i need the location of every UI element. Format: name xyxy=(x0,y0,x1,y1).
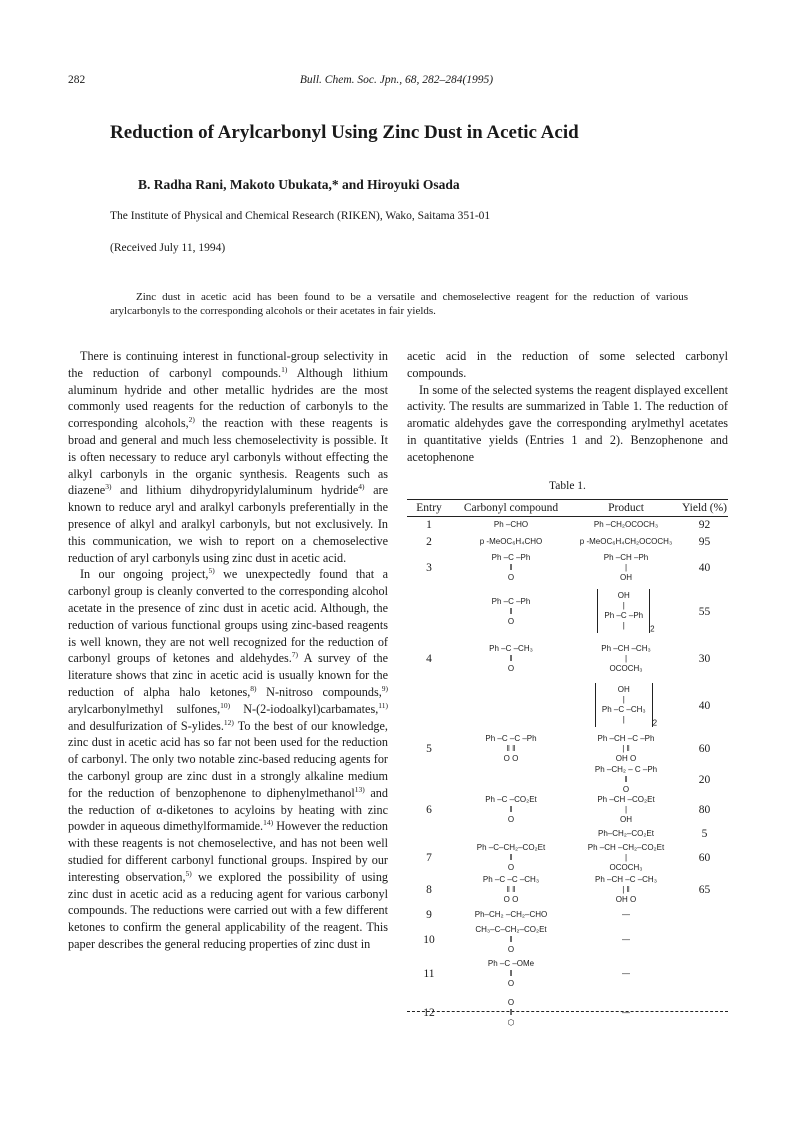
column-header: Carbonyl compound xyxy=(451,500,571,517)
chem-line: ‖ xyxy=(509,804,513,814)
table-row xyxy=(407,957,728,991)
chem-line: | ‖ xyxy=(622,884,630,894)
entry-cell: 1 xyxy=(426,519,432,532)
table-row xyxy=(407,733,728,765)
chem-line: ‖ xyxy=(509,606,513,616)
product-cell xyxy=(571,585,681,639)
chem-line: | xyxy=(624,852,628,862)
yield-cell: 20 xyxy=(698,773,711,786)
product-cell xyxy=(571,957,681,991)
chem-line: | xyxy=(624,804,628,814)
product-cell xyxy=(571,923,681,957)
compound-cell xyxy=(451,843,571,873)
yield-cell: 80 xyxy=(698,803,711,816)
table-row xyxy=(407,679,728,733)
table-bottom-rule xyxy=(407,1011,728,1012)
author-list: B. Radha Rani, Makoto Ubukata,* and Hiroyuki Osada xyxy=(138,177,460,192)
chem-line: ‖ ‖ xyxy=(506,884,516,894)
chem-line: Ph –C–CH₂–CO₂Et xyxy=(476,842,546,852)
compound-cell xyxy=(451,923,571,957)
table-row xyxy=(407,765,728,795)
chem-line: — xyxy=(622,934,630,944)
product-cell xyxy=(571,765,681,795)
table-row xyxy=(407,907,728,923)
entry-cell: 9 xyxy=(426,908,432,921)
chem-line: Ph –C –CH₃ xyxy=(601,704,646,714)
product-cell xyxy=(571,733,681,765)
yield-cell: 65 xyxy=(698,883,711,896)
chem-line: O xyxy=(507,997,515,1007)
chem-line: Ph –CH –CH₃ xyxy=(601,643,651,653)
table-header-row xyxy=(407,500,728,517)
yield-cell: 30 xyxy=(698,652,711,665)
table-row xyxy=(407,639,728,679)
product-cell xyxy=(571,991,681,1035)
compound-cell xyxy=(451,639,571,679)
compound-cell xyxy=(451,534,571,551)
chem-line: ‖ xyxy=(624,774,628,784)
chem-line: Ph–CH₂–CO₂Et xyxy=(597,828,654,838)
chem-line: Ph –C –Ph xyxy=(604,610,644,620)
compound-cell xyxy=(451,551,571,585)
chem-line: Ph –CH –C –CH₃ xyxy=(595,874,657,884)
chem-line: O xyxy=(507,978,515,988)
received-date: (Received July 11, 1994) xyxy=(110,242,226,254)
table-row xyxy=(407,991,728,1035)
yield-cell xyxy=(681,991,728,1035)
chem-line: O xyxy=(507,944,515,954)
entry-cell: 12 xyxy=(423,1006,435,1019)
column-header: Yield (%) xyxy=(681,500,728,517)
compound-cell xyxy=(451,585,571,639)
bracket-group xyxy=(597,589,650,633)
chem-line: O xyxy=(507,572,515,582)
paragraph: In some of the selected systems the reagent displayed excellent activity. The results are summarized in Table 1. The reduction of aromatic aldehydes gave the corresponding arylmethyl acetates in quantitative yields (Entries 1 and 2). Benzophenone and acetophenone xyxy=(407,382,728,464)
chem-line: Ph –C –CO₂Et xyxy=(485,794,537,804)
chem-line: CH₃–C–CH₂–CO₂Et xyxy=(475,924,547,934)
chem-line: Ph –C –C –Ph xyxy=(485,733,537,743)
yield-cell: 40 xyxy=(698,561,711,574)
body-column-left xyxy=(68,348,388,953)
table-row xyxy=(407,585,728,639)
chem-line: ‖ xyxy=(509,562,513,572)
chem-line: O xyxy=(507,862,515,872)
product-cell xyxy=(571,517,681,534)
chem-line: O O xyxy=(503,894,519,904)
entry-cell: 4 xyxy=(426,652,432,665)
table-row xyxy=(407,873,728,907)
paragraph: acetic acid in the reduction of some selected carbonyl compounds. xyxy=(407,349,728,380)
yield-cell: 5 xyxy=(701,827,708,840)
chem-line: Ph –C –OMe xyxy=(487,958,535,968)
chem-line: ‖ xyxy=(509,1007,513,1017)
chem-line: OH xyxy=(617,684,630,694)
chem-line: | xyxy=(624,653,628,663)
yield-cell xyxy=(681,957,728,991)
compound-cell xyxy=(451,957,571,991)
product-cell xyxy=(571,907,681,923)
chem-line: O O xyxy=(503,753,519,763)
chem-line: | xyxy=(624,562,628,572)
product-cell xyxy=(571,679,681,733)
chem-line: ‖ ‖ xyxy=(506,743,516,753)
chem-line: | xyxy=(622,694,625,704)
chem-line: ‖ xyxy=(509,968,513,978)
product-cell xyxy=(571,825,681,843)
compound-cell xyxy=(451,991,571,1035)
chem-line: Ph –CH₂ – C –Ph xyxy=(594,764,658,774)
affiliation: The Institute of Physical and Chemical Research (RIKEN), Wako, Saitama 351-01 xyxy=(110,210,491,222)
table-row xyxy=(407,795,728,825)
compound-cell xyxy=(451,517,571,534)
product-cell xyxy=(571,795,681,825)
chem-line: OCOCH₃ xyxy=(609,862,643,872)
compound-cell xyxy=(451,825,571,843)
entry-cell: 8 xyxy=(426,883,432,896)
chem-line: | xyxy=(622,600,625,610)
product-cell xyxy=(571,843,681,873)
paragraph: There is continuing interest in functional-group selectivity in the reduction of carbonyl compounds.$^{1)}$ Although lithium aluminum hydride and other metallic hydrides are the most commonly used reagents for the reduction of carbonyls to the corresponding alcohols,$^{2)}$ the reaction with these reagents is broad and general and much less chemoselectivity is possible. It is often necessary to reduce aryl carbonyls without effecting the alkyl carbonyls in the organic synthesis. Reagents such as diazene$^{3)}$ and lithium dihydropyridylaluminum hydride$^{4)}$ are known to reduce aryl and aralkyl carbonyls preferentially in the presence of alkyl and aralkyl carbonyls, but not exclusively. In this communication, we wish to report on a chemoselective reduction of aryl carbonyls using zinc dust in acetic acid. xyxy=(68,349,388,565)
entry-cell xyxy=(407,585,451,639)
chem-line: Ph –C –Ph xyxy=(491,552,531,562)
page-number: 282 xyxy=(68,74,86,86)
chem-line: OH xyxy=(620,572,632,582)
chem-line: | xyxy=(622,620,625,630)
chem-line: Ph –CH₂OCOCH₃ xyxy=(593,520,659,530)
column-header: Entry xyxy=(407,500,451,517)
yield-cell: 95 xyxy=(698,536,711,548)
column-header: Product xyxy=(571,500,681,517)
table-row xyxy=(407,843,728,873)
body-column-right xyxy=(407,348,728,466)
compound-cell xyxy=(451,795,571,825)
compound-cell xyxy=(451,733,571,765)
chem-line: — xyxy=(622,1007,630,1017)
yield-cell: 40 xyxy=(698,699,711,712)
chem-line: O xyxy=(507,616,515,626)
chem-line: ⬡ xyxy=(507,1017,515,1027)
table-row xyxy=(407,517,728,534)
compound-cell xyxy=(451,679,571,733)
chem-line: OH xyxy=(620,814,632,824)
abstract: Zinc dust in acetic acid has been found to be a versatile and chemoselective reagent for the reduction of various arylcarbonyls to the corresponding alcohols or their acetates in fair yields. xyxy=(110,291,688,317)
entry-cell: 10 xyxy=(423,933,435,946)
entry-cell: 5 xyxy=(426,742,432,755)
yield-cell: 92 xyxy=(698,519,711,532)
chem-line: Ph–CH₂ –CH₂–CHO xyxy=(474,909,548,919)
chem-line: OCOCH₃ xyxy=(609,663,643,673)
bracket-subscript: 2 xyxy=(650,624,655,634)
table-caption: Table 1. xyxy=(549,480,586,492)
entry-cell: 11 xyxy=(423,967,435,980)
compound-cell xyxy=(451,873,571,907)
chem-line: Ph –C –CH₃ xyxy=(489,643,533,653)
chem-line: ‖ xyxy=(509,852,513,862)
chem-line: p -MeOC₆H₄CHO xyxy=(479,537,543,546)
chem-line: OH xyxy=(617,590,630,600)
product-cell xyxy=(571,639,681,679)
chem-line: Ph –C –Ph xyxy=(491,596,531,606)
table-row xyxy=(407,551,728,585)
yield-cell xyxy=(681,907,728,923)
chem-line: Ph –CH –CH₂–CO₂Et xyxy=(587,842,665,852)
product-cell xyxy=(571,534,681,551)
entry-cell xyxy=(407,825,451,843)
chem-line: | xyxy=(622,714,625,724)
results-table xyxy=(407,499,728,1035)
yield-cell: 55 xyxy=(698,605,711,618)
bracket-group xyxy=(595,683,653,727)
entry-cell: 7 xyxy=(426,851,432,864)
chem-line: — xyxy=(622,968,630,978)
chem-line: O xyxy=(507,663,515,673)
compound-cell xyxy=(451,907,571,923)
chem-line: p -MeOC₆H₄CH₂OCOCH₃ xyxy=(579,537,673,546)
yield-cell: 60 xyxy=(698,851,711,864)
entry-cell: 2 xyxy=(426,536,432,548)
product-cell xyxy=(571,873,681,907)
entry-cell: 6 xyxy=(426,803,432,816)
chem-line: Ph –CH –Ph xyxy=(603,552,649,562)
running-head: Bull. Chem. Soc. Jpn., 68, 282–284(1995) xyxy=(299,74,494,86)
chem-line: — xyxy=(622,909,630,919)
yield-cell: 60 xyxy=(698,742,711,755)
chem-line: ‖ xyxy=(509,653,513,663)
chem-line: ‖ xyxy=(509,934,513,944)
chem-line: O xyxy=(507,814,515,824)
paragraph: In our ongoing project,$^{5)}$ we unexpectedly found that a carbonyl group is cleanly converted to the corresponding alcohol acetate in the presence of zinc dust in acetic acid. Although, the reduction of various functional groups using zinc-based reagents is well known, they are not well recognized for the reduction of carbonyl groups of ketones and aldehydes.$^{7)}$ A survey of the literature shows that zinc in acetic acid is usually known for the reduction of alpha halo ketones,$^{8)}$ N-nitroso compounds,$^{9)}$ arylcarbonylmethyl sulfones,$^{10)}$ N-(2-iodoalkyl)carbamates,$^{11)}$ and desulfurization of S-ylides.$^{12)}$ To the best of our knowledge, zinc dust in acetic acid has so far not been used for the reduction of carbonyl. The only two notable zinc-based reducing agents for the carbonyl group are zinc dust in a strongly alkaline medium for the reduction of benzophenone to diphenylmethanol$^{13)}$ and the reduction of α-diketones to acyloins by heating with zinc powder in aqueous dimethylformamide.$^{14)}$ However the reduction with these reagents is not chemoselective, and has not been well studied for different carbonyl functional groups. Inspired by our interesting observation,$^{5)}$ we explored the possibility of using zinc dust in acetic acid as a reducing agent for various carbonyl compounds. The reductions were carried out with a few different ketones to confirm the general applicability of the reagent. This paper describes the general reducing properties of zinc dust in xyxy=(68,566,389,951)
chem-line: Ph –CHO xyxy=(493,520,529,530)
table-row xyxy=(407,923,728,957)
yield-cell xyxy=(681,923,728,957)
chem-line: Ph –CH –C –Ph xyxy=(597,733,655,743)
paper-title: Reduction of Arylcarbonyl Using Zinc Dust in Acetic Acid xyxy=(110,122,579,143)
compound-cell xyxy=(451,765,571,795)
chem-line: OH O xyxy=(615,894,637,904)
product-cell xyxy=(571,551,681,585)
chem-line: OH O xyxy=(615,753,637,763)
chem-line: O xyxy=(622,784,630,794)
chem-line: Ph –CH –CO₂Et xyxy=(597,794,655,804)
table-row xyxy=(407,825,728,843)
chem-line: Ph –C –C –CH₃ xyxy=(482,874,540,884)
table-row xyxy=(407,534,728,551)
entry-cell xyxy=(407,765,451,795)
bracket-subscript: 2 xyxy=(652,718,658,728)
entry-cell xyxy=(407,679,451,733)
chem-line: | ‖ xyxy=(622,743,630,753)
entry-cell: 3 xyxy=(426,561,432,574)
